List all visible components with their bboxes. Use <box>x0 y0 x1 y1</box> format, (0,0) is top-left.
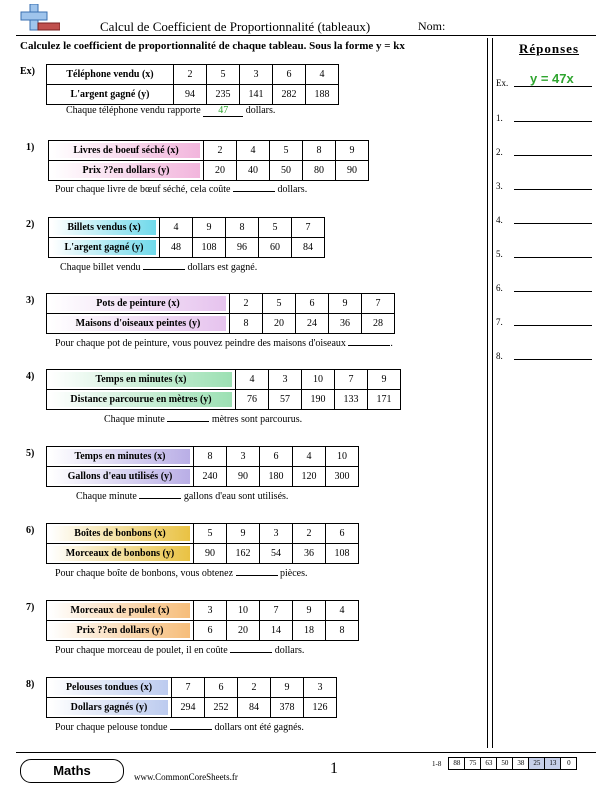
table-cell: 94 <box>174 85 207 105</box>
problem-sentence <box>55 336 393 349</box>
answer-line-1[interactable] <box>496 113 596 123</box>
table-cell: 28 <box>362 314 395 334</box>
table-x-row <box>47 524 359 544</box>
row-header: Boîtes de bonbons (x) <box>50 526 190 541</box>
table-cell: 7 <box>362 294 395 314</box>
table-y-row <box>49 161 369 181</box>
table-x-row <box>47 370 401 390</box>
answer-line-2[interactable] <box>496 147 596 157</box>
table-cell: 36 <box>293 544 326 564</box>
table-cell: 2 <box>238 678 271 698</box>
problem-sentence <box>66 105 275 117</box>
table-x-row <box>49 218 325 238</box>
table-cell: 240 <box>194 467 227 487</box>
row-header: Morceaux de bonbons (y) <box>50 546 190 561</box>
sentence-start: Chaque minute <box>104 414 165 425</box>
table-cell: 8 <box>226 218 259 238</box>
table-cell: 90 <box>194 544 227 564</box>
table-cell: 4 <box>293 447 326 467</box>
table-cell: 84 <box>238 698 271 718</box>
row-header: Distance parcourue en mètres (y) <box>50 392 232 407</box>
proportion-table <box>46 523 359 564</box>
answer-label: 7. <box>496 317 503 327</box>
table-cell: 8 <box>194 447 227 467</box>
table-cell: 9 <box>329 294 362 314</box>
table-cell: 120 <box>293 467 326 487</box>
table-cell: 60 <box>259 238 292 258</box>
table-cell: 90 <box>336 161 369 181</box>
answer-label: 5. <box>496 249 503 259</box>
table-cell: 180 <box>260 467 293 487</box>
score-cell: 63 <box>480 757 497 770</box>
table-cell: 235 <box>207 85 240 105</box>
sentence-end: pièces. <box>280 568 308 579</box>
row-header: Pots de peinture (x) <box>50 296 226 311</box>
table-cell: 108 <box>326 544 359 564</box>
table-x-row <box>47 294 395 314</box>
sentence-start: Chaque minute <box>76 491 137 502</box>
problem-sentence <box>55 566 308 579</box>
table-cell: 20 <box>227 621 260 641</box>
table-cell: 18 <box>293 621 326 641</box>
sentence-end: dollars. <box>245 105 276 116</box>
table-cell: 5 <box>207 65 240 85</box>
row-header: L'argent gagné (y) <box>52 240 156 255</box>
table-cell: 9 <box>336 141 369 161</box>
table-cell: 4 <box>160 218 193 238</box>
row-header: Dollars gagnés (y) <box>50 700 168 715</box>
sentence-start: Chaque billet vendu <box>60 262 141 273</box>
score-scale <box>432 757 577 770</box>
problem-sentence <box>60 260 257 273</box>
answer-line-8[interactable] <box>496 351 596 361</box>
plus-minus-logo-icon <box>18 4 60 34</box>
sentence-end: mètres sont parcourus. <box>211 414 303 425</box>
table-cell: 10 <box>227 601 260 621</box>
table-cell: 5 <box>194 524 227 544</box>
answer-line-6[interactable] <box>496 283 596 293</box>
table-cell: 40 <box>237 161 270 181</box>
table-y-row <box>49 238 325 258</box>
answer-line-5[interactable] <box>496 249 596 259</box>
score-cell: 0 <box>560 757 577 770</box>
table-y-row <box>47 544 359 564</box>
table-cell: 3 <box>240 65 273 85</box>
table-cell: 3 <box>227 447 260 467</box>
sentence-start: Chaque téléphone vendu rapporte <box>66 105 201 116</box>
table-cell: 7 <box>260 601 293 621</box>
answers-title: Réponses <box>519 41 580 56</box>
problem-label: 1) <box>26 142 35 153</box>
table-x-row <box>47 678 337 698</box>
proportion-table <box>46 600 359 641</box>
row-header: Maisons d'oiseaux peintes (y) <box>50 316 226 331</box>
table-cell: 6 <box>194 621 227 641</box>
problem-sentence <box>55 643 304 656</box>
table-cell: 9 <box>193 218 226 238</box>
worksheet-title: Calcul de Coefficient de Proportionnalité (tableaux) <box>100 19 371 34</box>
answer-blank[interactable] <box>143 260 185 270</box>
row-header: Téléphone vendu (x) <box>50 67 170 82</box>
table-x-row <box>47 447 359 467</box>
example-answer: 47 <box>203 105 243 117</box>
header-divider <box>16 35 596 36</box>
table-x-row <box>47 65 339 85</box>
sentence-end: gallons d'eau sont utilisés. <box>183 491 289 502</box>
proportion-table <box>46 677 337 718</box>
table-cell: 171 <box>368 390 401 410</box>
page-number: 1 <box>330 760 338 777</box>
answer-label: 1. <box>496 113 503 123</box>
answer-label: 2. <box>496 147 503 157</box>
table-cell: 84 <box>292 238 325 258</box>
row-header: Prix ??en dollars (y) <box>52 163 200 178</box>
table-y-row <box>47 85 339 105</box>
table-cell: 2 <box>230 294 263 314</box>
score-cell: 50 <box>496 757 513 770</box>
problem-label: Ex) <box>20 66 35 77</box>
proportion-table <box>48 140 369 181</box>
sentence-end: dollars ont été gagnés. <box>214 722 304 733</box>
answer-label: 3. <box>496 181 503 191</box>
sentence-start: Pour chaque livre de bœuf séché, cela coûte <box>55 184 231 195</box>
answer-label: 4. <box>496 215 503 225</box>
answer-column-divider <box>487 38 493 748</box>
table-cell: 4 <box>306 65 339 85</box>
subject-badge: Maths <box>20 759 124 783</box>
sentence-end: dollars est gagné. <box>187 262 258 273</box>
sentence-start: Pour chaque morceau de poulet, il en coûte <box>55 645 228 656</box>
answer-example <box>496 71 596 88</box>
score-cell: 88 <box>448 757 465 770</box>
row-header: L'argent gagné (y) <box>50 87 170 102</box>
table-cell: 80 <box>303 161 336 181</box>
table-cell: 9 <box>227 524 260 544</box>
table-cell: 90 <box>227 467 260 487</box>
table-cell: 8 <box>303 141 336 161</box>
score-range: 1-8 <box>432 759 442 768</box>
table-cell: 7 <box>292 218 325 238</box>
table-cell: 9 <box>368 370 401 390</box>
table-cell: 133 <box>335 390 368 410</box>
answer-blank[interactable] <box>139 489 181 499</box>
problem-label: 4) <box>26 371 35 382</box>
answer-blank[interactable] <box>167 412 209 422</box>
answer-label: 8. <box>496 351 503 361</box>
score-cell: 13 <box>544 757 561 770</box>
table-cell: 294 <box>172 698 205 718</box>
table-cell: 190 <box>302 390 335 410</box>
proportion-table <box>46 293 395 334</box>
proportion-table <box>48 217 325 258</box>
table-y-row <box>47 467 359 487</box>
table-cell: 54 <box>260 544 293 564</box>
sentence-end: dollars. <box>277 184 308 195</box>
row-header: Billets vendus (x) <box>52 220 156 235</box>
problem-sentence <box>55 182 307 195</box>
table-cell: 6 <box>205 678 238 698</box>
table-cell: 4 <box>236 370 269 390</box>
proportion-table <box>46 369 401 410</box>
table-cell: 6 <box>273 65 306 85</box>
table-cell: 10 <box>326 447 359 467</box>
table-cell: 96 <box>226 238 259 258</box>
table-cell: 4 <box>326 601 359 621</box>
table-y-row <box>47 621 359 641</box>
table-cell: 7 <box>335 370 368 390</box>
table-cell: 6 <box>296 294 329 314</box>
problem-sentence <box>55 720 304 733</box>
answer-line-3[interactable] <box>496 181 596 191</box>
row-header: Gallons d'eau utilisés (y) <box>50 469 190 484</box>
table-cell: 57 <box>269 390 302 410</box>
answer-blank[interactable] <box>170 720 212 730</box>
table-cell: 8 <box>326 621 359 641</box>
sentence-start: Pour chaque pelouse tondue <box>55 722 168 733</box>
table-cell: 14 <box>260 621 293 641</box>
table-cell: 5 <box>259 218 292 238</box>
row-header: Temps en minutes (x) <box>50 449 190 464</box>
score-cell: 38 <box>512 757 529 770</box>
table-cell: 126 <box>304 698 337 718</box>
problem-label: 6) <box>26 525 35 536</box>
table-y-row <box>47 314 395 334</box>
table-cell: 36 <box>329 314 362 334</box>
table-cell: 2 <box>204 141 237 161</box>
sentence-start: Pour chaque boîte de bonbons, vous obtenez <box>55 568 234 579</box>
answer-blank[interactable] <box>233 182 275 192</box>
problem-sentence <box>104 412 302 425</box>
table-cell: 141 <box>240 85 273 105</box>
instructions: Calculez le coefficient de proportionnalité de chaque tableau. Sous la forme y = kx <box>20 40 405 52</box>
table-cell: 3 <box>260 524 293 544</box>
table-cell: 76 <box>236 390 269 410</box>
table-cell: 162 <box>227 544 260 564</box>
table-cell: 10 <box>302 370 335 390</box>
table-cell: 3 <box>304 678 337 698</box>
table-cell: 6 <box>260 447 293 467</box>
problem-label: 7) <box>26 602 35 613</box>
problem-label: 5) <box>26 448 35 459</box>
table-cell: 9 <box>271 678 304 698</box>
answer-blank[interactable] <box>348 336 390 346</box>
table-x-row <box>49 141 369 161</box>
row-header: Livres de boeuf séché (x) <box>52 143 200 158</box>
table-cell: 48 <box>160 238 193 258</box>
table-y-row <box>47 390 401 410</box>
answer-example-value: y = 47x <box>530 71 574 86</box>
problem-sentence <box>76 489 288 502</box>
row-header: Prix ??en dollars (y) <box>50 623 190 638</box>
table-cell: 5 <box>270 141 303 161</box>
answer-example-label: Ex. <box>496 78 509 88</box>
answer-label: 6. <box>496 283 503 293</box>
problem-label: 2) <box>26 219 35 230</box>
table-x-row <box>47 601 359 621</box>
table-cell: 300 <box>326 467 359 487</box>
answer-blank[interactable] <box>230 643 272 653</box>
table-cell: 7 <box>172 678 205 698</box>
sentence-end: . <box>390 338 393 349</box>
score-cell: 75 <box>464 757 481 770</box>
row-header: Pelouses tondues (x) <box>50 680 168 695</box>
sentence-start: Pour chaque pot de peinture, vous pouvez peindre des maisons d'oiseaux <box>55 338 346 349</box>
website-link[interactable]: www.CommonCoreSheets.fr <box>134 772 238 782</box>
table-cell: 282 <box>273 85 306 105</box>
table-cell: 252 <box>205 698 238 718</box>
table-cell: 50 <box>270 161 303 181</box>
answer-line-4[interactable] <box>496 215 596 225</box>
table-cell: 3 <box>194 601 227 621</box>
table-y-row <box>47 698 337 718</box>
table-cell: 108 <box>193 238 226 258</box>
proportion-table <box>46 446 359 487</box>
table-cell: 2 <box>174 65 207 85</box>
sentence-end: dollars. <box>274 645 305 656</box>
problem-label: 8) <box>26 679 35 690</box>
table-cell: 8 <box>230 314 263 334</box>
problem-label: 3) <box>26 295 35 306</box>
table-cell: 20 <box>204 161 237 181</box>
proportion-table <box>46 64 339 105</box>
table-cell: 2 <box>293 524 326 544</box>
table-cell: 4 <box>237 141 270 161</box>
answer-line-7[interactable] <box>496 317 596 327</box>
table-cell: 20 <box>263 314 296 334</box>
answer-blank[interactable] <box>236 566 278 576</box>
table-cell: 188 <box>306 85 339 105</box>
table-cell: 9 <box>293 601 326 621</box>
row-header: Morceaux de poulet (x) <box>50 603 190 618</box>
table-cell: 5 <box>263 294 296 314</box>
score-cell: 25 <box>528 757 545 770</box>
table-cell: 24 <box>296 314 329 334</box>
table-cell: 378 <box>271 698 304 718</box>
footer-divider <box>16 752 596 753</box>
row-header: Temps en minutes (x) <box>50 372 232 387</box>
table-cell: 6 <box>326 524 359 544</box>
table-cell: 3 <box>269 370 302 390</box>
name-label: Nom: <box>418 19 446 33</box>
